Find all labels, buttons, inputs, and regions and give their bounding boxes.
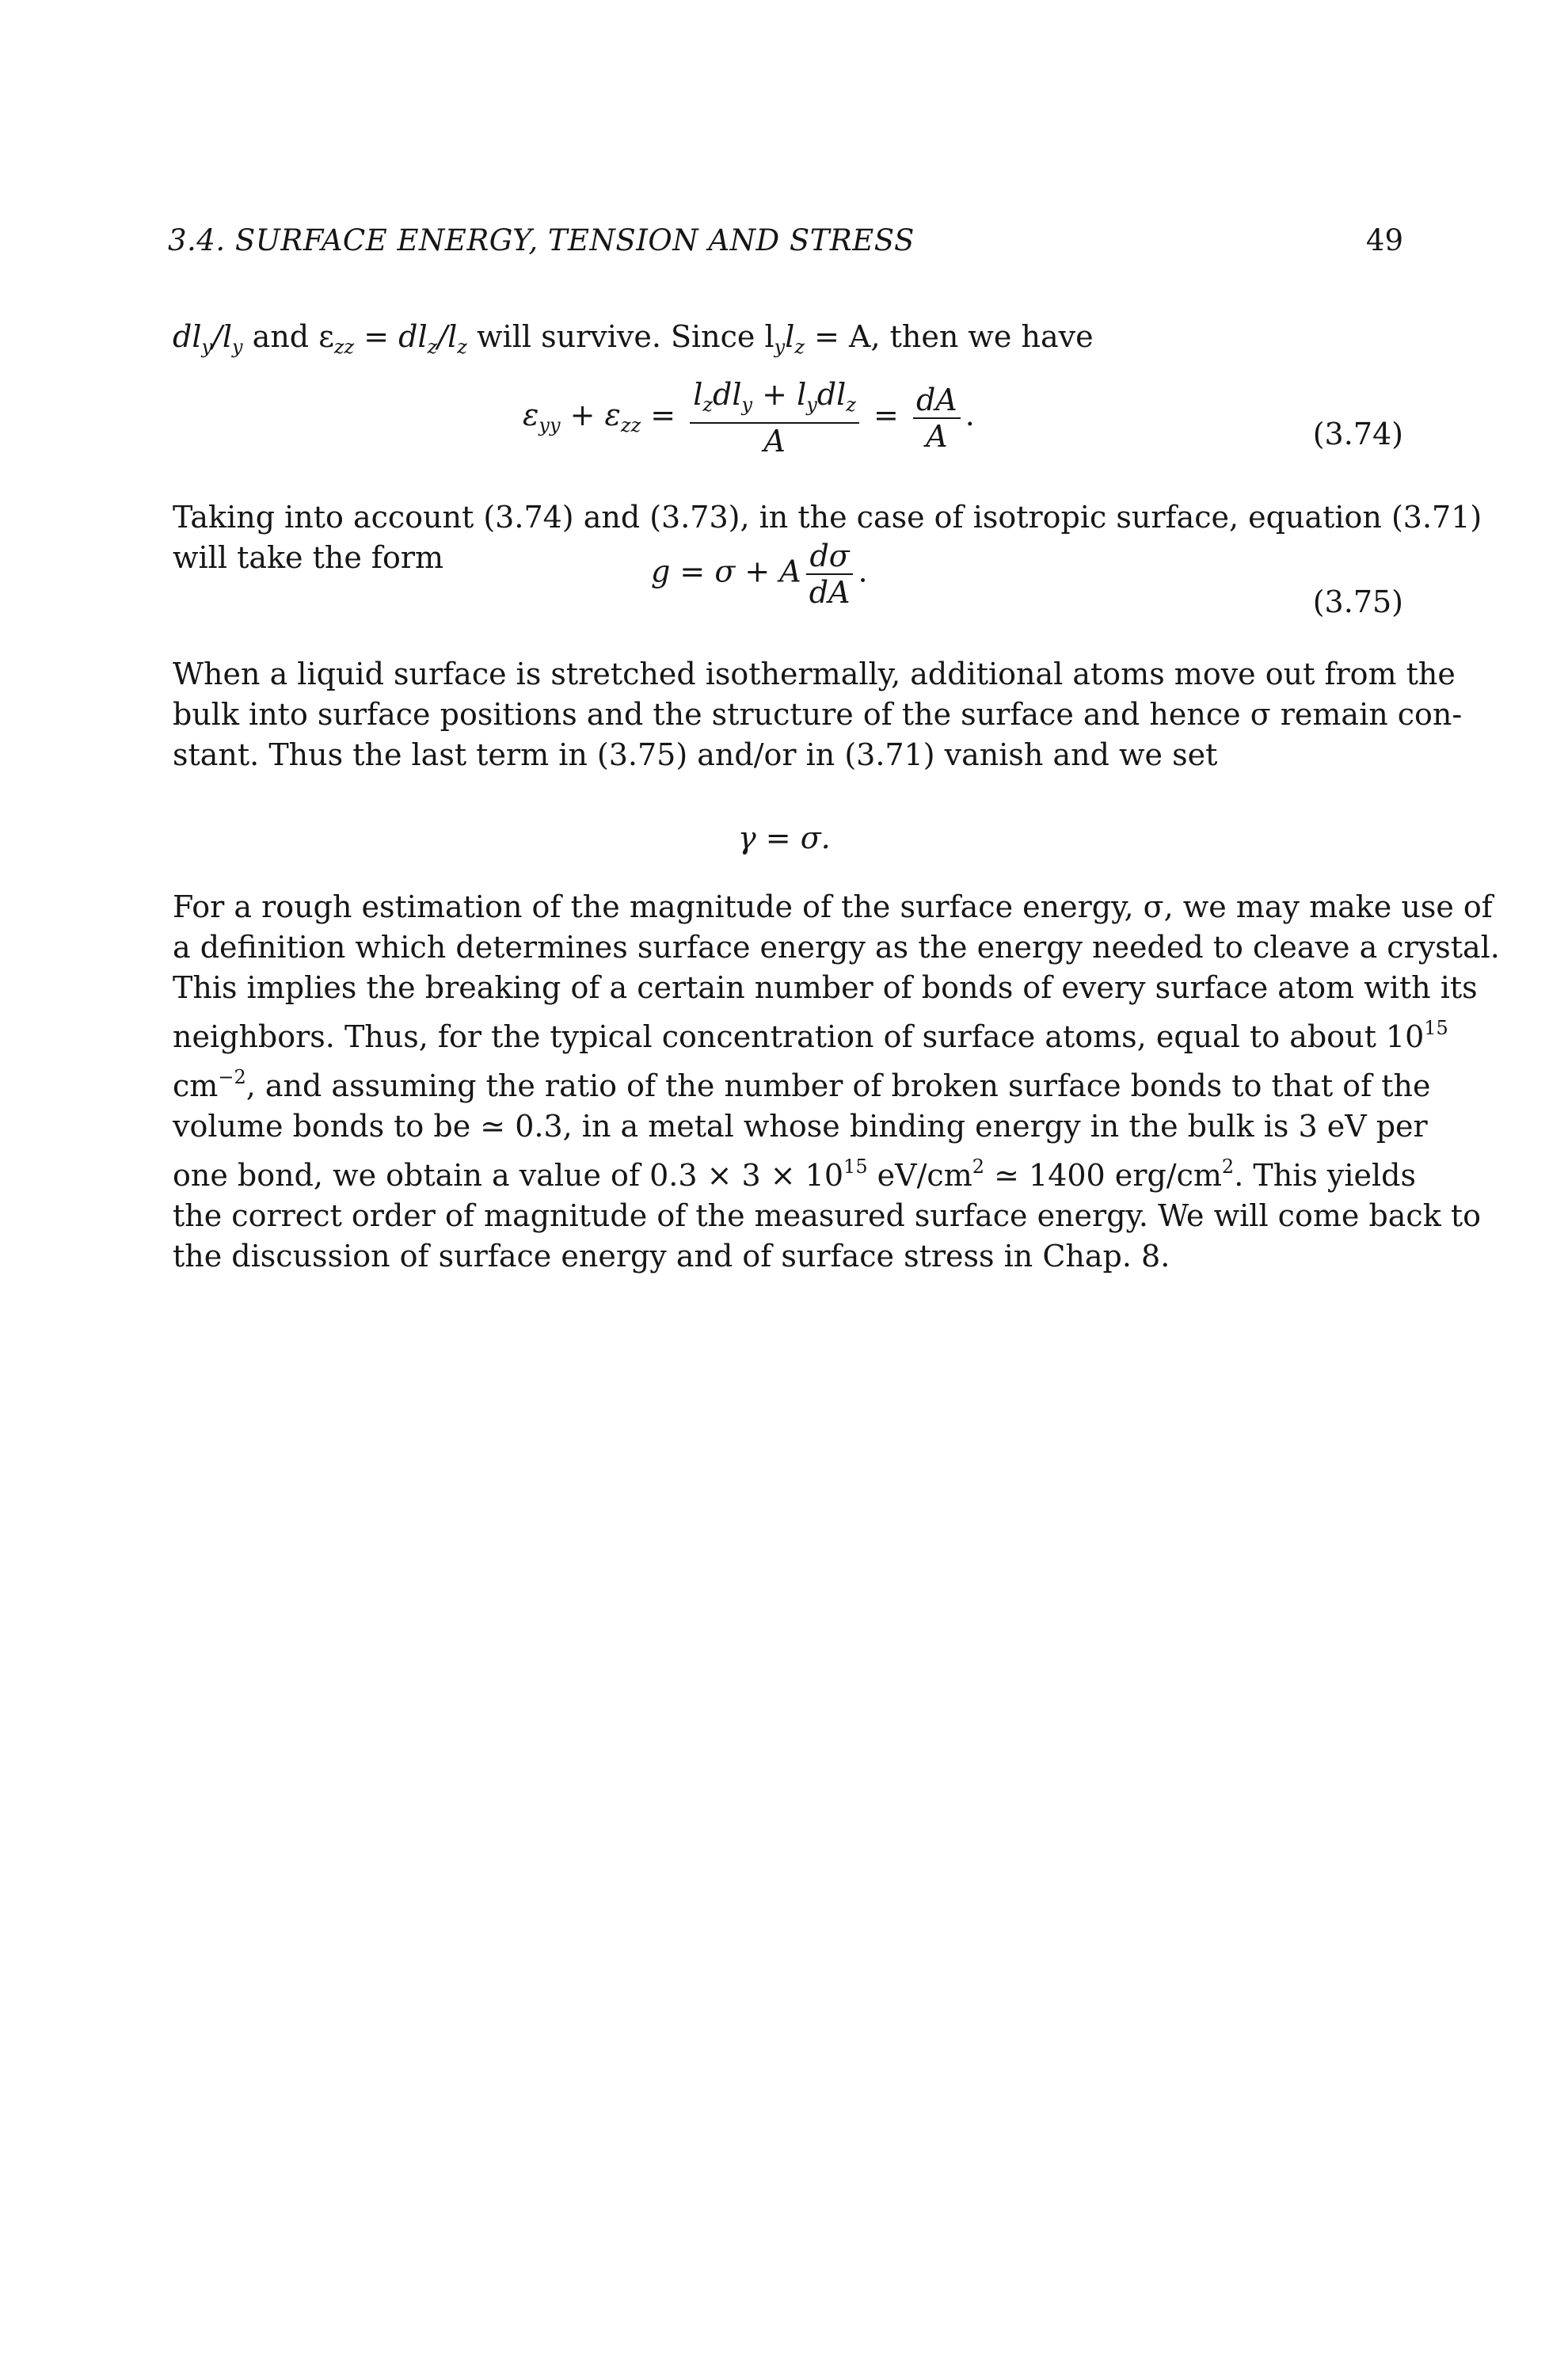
fraction-numerator: $l_zdl_y + l_ydl_z$ [693, 377, 856, 416]
equation-gamma-sigma: γ = σ. [738, 821, 831, 855]
paragraph-2-line: Taking into account (3.74) and (3.73), in the case of isotropic surface, equation (3.71) [173, 500, 1482, 535]
paragraph-1 [173, 317, 1403, 367]
text-fragment: neighbors. Thus, for the typical concentration of surface atoms, equal to about 10 [173, 1019, 1425, 1054]
paragraph-4 [173, 887, 1500, 1277]
paragraph-3 [173, 654, 1463, 775]
equals-sign: = [873, 398, 908, 432]
superscript: 2 [972, 1156, 985, 1178]
fraction-numerator: dA [915, 382, 957, 417]
text-fragment: eV/cm [867, 1158, 972, 1193]
paragraph-4-line [173, 1147, 1416, 1196]
fraction-1 [690, 377, 859, 459]
equation-lhs: g = σ + A [651, 554, 801, 589]
section-title: 3.4. SURFACE ENERGY, TENSION AND STRESS [168, 223, 915, 257]
math-fragment: dl [173, 319, 202, 354]
equation-plus: + ε [560, 398, 621, 432]
math-fragment: /l [212, 319, 233, 354]
text-fragment: . This yields [1234, 1158, 1416, 1193]
superscript: −2 [218, 1066, 246, 1088]
equation-number-3-74: (3.74) [1312, 417, 1403, 451]
math-fragment: = dl [354, 319, 428, 354]
paragraph-4-line: the correct order of magnitude of the measured surface energy. We will come back to [173, 1198, 1481, 1233]
text-fragment: will survive. Since l [466, 319, 774, 354]
equation-number-3-75: (3.75) [1312, 584, 1403, 619]
superscript: 2 [1221, 1156, 1235, 1178]
equation-subscript: yy [539, 414, 561, 436]
paragraph-4-line [173, 1008, 1448, 1057]
fraction [806, 539, 854, 610]
equation-3-75 [651, 539, 868, 610]
text-fragment: and ε [242, 319, 334, 354]
paragraph-4-line: the discussion of surface energy and of surface stress in Chap. 8. [173, 1239, 1170, 1274]
superscript: 15 [1424, 1017, 1448, 1039]
paragraph-3-line: stant. Thus the last term in (3.75) and/or in (3.71) vanish and we set [173, 737, 1218, 772]
paragraph-3-line: bulk into surface positions and the structure of the surface and hence σ remain con- [173, 697, 1463, 732]
paragraph-1-line: $dl_y/l_y$ and $\varepsilon_{zz} = dl_z/l_z$ will survive. Since $l_yl_z = A$, then we have [173, 319, 1094, 358]
equation-3-74 [523, 377, 975, 459]
fraction-denominator: A [926, 418, 948, 454]
superscript: 15 [843, 1156, 868, 1178]
paragraph-4-line: This implies the breaking of a certain number of bonds of every surface atom with its [173, 970, 1478, 1005]
fraction-numerator: dσ [809, 539, 850, 573]
text-fragment: = A, then we have [805, 319, 1094, 354]
paragraph-4-line [173, 1057, 1431, 1106]
page-number: 49 [1365, 223, 1403, 257]
equation-subscript: zz [620, 414, 641, 436]
fraction-denominator: A [763, 424, 786, 459]
math-fragment: /l [437, 319, 458, 354]
paragraph-2-line: will take the form [173, 540, 444, 575]
running-header [168, 223, 1403, 263]
text-fragment: ≃ 1400 erg/cm [984, 1158, 1222, 1193]
equation-period: . [858, 554, 868, 589]
paragraph-4-line: volume bonds to be ≃ 0.3, in a metal whose binding energy in the bulk is 3 eV per [173, 1109, 1428, 1144]
fraction-2 [913, 383, 961, 454]
paragraph-4-line: For a rough estimation of the magnitude of the surface energy, σ, we may make use of [173, 889, 1493, 924]
equation-lhs: ε [523, 398, 539, 432]
text-fragment: , and assuming the ratio of the number of broken surface bonds to that of the [245, 1068, 1431, 1103]
fraction-denominator: dA [809, 575, 851, 610]
paragraph-3-line: When a liquid surface is stretched isothermally, additional atoms move out from the [173, 657, 1456, 691]
text-fragment: cm [173, 1068, 219, 1103]
paragraph-4-line: a definition which determines surface energy as the energy needed to cleave a crystal. [173, 930, 1500, 965]
equals-sign: = [641, 398, 686, 432]
math-fragment: l [785, 319, 795, 354]
equation-period: . [965, 398, 975, 432]
text-fragment: one bond, we obtain a value of 0.3 × 3 × 10 [173, 1158, 844, 1193]
